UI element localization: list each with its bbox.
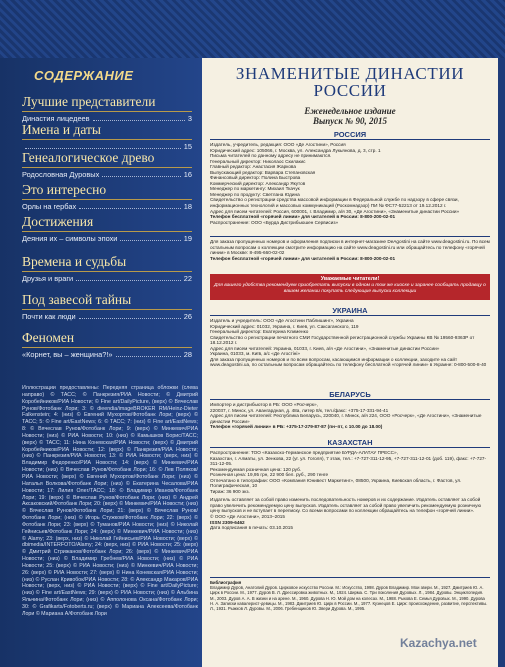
imprint-line: Издатель и учредитель: ООО «Де Агостини Паблишинг», Украина <box>210 318 354 323</box>
toc-entry-label: Династия лицедеев <box>22 114 90 123</box>
toc-section-heading: Под завесой тайны <box>22 292 132 307</box>
imprint-line: Тираж: 36 900 экз. <box>210 488 250 494</box>
imprint-panel <box>202 58 498 667</box>
imprint-line: Генеральный директор: Екатерина Клименко <box>210 329 309 335</box>
divider <box>22 199 192 200</box>
toc-entry[interactable] <box>22 202 192 211</box>
country-heading-kazakhstan: КАЗАХСТАН <box>327 438 373 447</box>
imprint-line: Отпечатано в типографии: ООО «Компания Юнивест Маркетинг», 08500, Украина, Киевская область, г. Фастов, ул. Полиграфическая, 10 <box>210 477 462 489</box>
leader-dots <box>93 114 185 121</box>
table-of-contents <box>0 58 198 667</box>
toc-section[interactable] <box>22 182 192 211</box>
leader-dots <box>79 202 181 209</box>
country-heading-belarus: БЕЛАРУСЬ <box>329 390 371 399</box>
edition-label: Еженедельное издание <box>304 106 396 116</box>
divider <box>22 231 192 232</box>
bibliography-title: Библиография <box>210 580 242 585</box>
imprint-line: Коммерческий директор: Александр Якутов <box>210 180 306 186</box>
decorative-border <box>0 0 505 58</box>
ukraine-imprint <box>210 318 490 368</box>
toc-entry-label: Орлы на гербах <box>22 202 77 211</box>
toc-entry-label: Деяния их – символы эпохи <box>22 234 118 243</box>
imprint-line: Генеральный директор: Николаос Скилакис <box>210 158 306 164</box>
toc-section-heading: Достижения <box>22 214 94 229</box>
toc-section[interactable] <box>22 122 192 151</box>
divider <box>22 347 192 348</box>
toc-entry[interactable] <box>22 234 192 243</box>
divider <box>22 309 192 310</box>
bibliography-text: Владимир Дуров, Анатолий Дуров. Цирковое искусство России. М.: Искусство, 1998. Дуров Владимир. Мои звери. М., 1927. Дмитриев Ю. А. Цирк в России. М., 1977. Дуров В. Л. Дрессировка животных. М., 1924. Ширма. С. Три поколения Дуровых. Л., 1984. Дуровы. Энциклопедия. М., 2003. Дуров А. А. В жизни и на арене. М., 1960. Дурова Н. Ю. Мой дом на колесах. М., 1988. Рыкова Е. Семья Дуровых. М., 1990. Дурова Н. А. Записки кавалерист-девицы. М., 1983. Дмитриев Ю. Цирк в России. М., 1977. Кузнецов Е. Цирк: происхождение, развитие, перспективы. Л., 1931. Рыжков Л. Дуровы. М., 2006. Гребенщиков Ю. Звери Дурова. М., 1995. <box>210 585 488 612</box>
toc-entry-label: Почти как люди <box>22 312 76 321</box>
imprint-line: Распространение: ТОО «Казахско-Германское предприятие БУРДА-АЛАТАУ ПРЕСС», <box>210 450 398 455</box>
imprint-line: Казахстан, г. Алматы, ул. Зенкова, 22 (уг. ул. Гоголя), 7 этаж, тел.: +7-727-311-12-95, +7-727-311-12-01 (доб. 119), факс: +7-727-311-12-05. <box>210 455 487 467</box>
toc-entry-page: 15 <box>183 142 192 151</box>
imprint-line: Рекомендуемая розничная цена: 120 руб. <box>210 466 302 472</box>
divider <box>22 271 192 272</box>
divider <box>22 167 192 168</box>
toc-entry-page: 18 <box>183 202 192 211</box>
leader-dots <box>102 170 180 177</box>
imprint-line: Письма читателей по данному адресу не принимаются. <box>210 153 332 159</box>
leader-dots <box>116 350 181 357</box>
imprint-line: Свидетельство о регистрации печатного СМИ Государственной регистрационной службы Украины КВ № 19560-9363Р от 18.12.2012 г. <box>210 334 475 346</box>
issn-text: ISSN 2309-6462 <box>210 519 245 525</box>
imprint-line: Розничная цена: 19,95 грн, 22 900 бел. руб., 290 тенге <box>210 472 329 478</box>
toc-section[interactable] <box>22 292 192 321</box>
toc-entry-page: 3 <box>187 114 192 123</box>
magazine-title-line2: РОССИИ <box>313 81 387 100</box>
country-heading-ukraine: УКРАИНА <box>332 306 368 315</box>
russia-imprint <box>210 142 490 225</box>
toc-entry[interactable] <box>22 350 192 359</box>
toc-entry-label: «Корнет, вы – женщина?!» <box>22 350 113 359</box>
illustration-credits <box>22 385 198 618</box>
divider <box>210 399 490 400</box>
imprint-line: Телефон бесплатной «горячей линии» для читателей в России: 8-800-200-02-01 <box>210 214 396 220</box>
toc-entry-page: 28 <box>183 350 192 359</box>
toc-section-heading: Времена и судьбы <box>22 254 127 269</box>
toc-entry-label: Родословная Дуровых <box>22 170 100 179</box>
toc-section[interactable] <box>22 150 192 179</box>
notice-body: Для вашего удобства рекомендуем приобретать выпуски в одном и том же киоске и заранее сообщать продавцу о вашем желании покупать следующие выпуски коллекции <box>214 283 486 294</box>
imprint-line: Украина, 01033, м. Київ, а/с «Де Агостіні» <box>210 351 301 357</box>
toc-section-heading: Это интересно <box>22 182 107 197</box>
toc-entry-page: 16 <box>183 170 192 179</box>
leader-dots <box>120 234 180 241</box>
imprint-line: Распространение: ООО «Бурда Дистрибьюшен Сервисиз» <box>210 219 339 225</box>
imprint-line: Издатель, учредитель, редакция: ООО «Де Агостини», Россия <box>210 142 346 147</box>
belarus-imprint <box>210 402 490 430</box>
toc-entry[interactable] <box>22 312 192 321</box>
credits-tail: © Мариана А/Фотобанк Лори <box>35 610 107 617</box>
imprint-line: Менеджер по маркетингу: Михаил Ткачук <box>210 186 300 192</box>
toc-entry[interactable] <box>22 274 192 283</box>
divider <box>210 236 490 237</box>
russia-order-info <box>210 239 490 261</box>
country-heading-russia: РОССИЯ <box>333 130 367 139</box>
imprint-line: Адрес для писем читателей: Республика Беларусь, 220040, г. Минск, а/я 224, ООО «Росчерк», «Де Агостини», «Знаменитые династии России» <box>210 413 482 424</box>
hotline-text: Телефон бесплатной «горячей линии» для читателей в России: 8-800-200-02-01 <box>210 255 396 261</box>
leader-dots <box>79 312 181 319</box>
kazakhstan-imprint <box>210 450 490 531</box>
credits-text: Иллюстрации предоставлены: Передняя страница обложки (слева направо) © ТАСС; © Панкрезия/РИА Новости; © Дмитрий Коробейников/РИА Новости; © Fine art/DailyPicture, (верх) © Вячеслав Рунов/Фотобанк Лори; 3: © dieendia/imageBROKER RM/Heinz-Dieter Falkenstein; 4: (низ) © Евгений Мухортов/Фотобанк Лори; (верх) © ТАСС; 5: © Fine art/EastNews; 6: © ТАСС; 7: (низ) © Fine art/EastNews; 8: © Вячеслав Рунов/Фотобанк Лори; 9: (верх) © Минкевич/РИА Новости; (низ) © РИА Новости; 10: (низ) © Камышков Борис/ТАСС; (верх) © ТАСС; 11: Нина Коневская/РИА Новости; (верх) © Дмитрий Коробейников/РИА Новости; 12: (верх) © Панкрезия/РИА Новости; (низ) © Панкрезия/РИА Новости; 13: © РИА Новости; (верх, низ) © Владимир Федоренко/РИА Новости; 14: (верх) © Минкевич/РИА Новости; (низ) © Вячеслав Рунов/Фотобанк Лори; 16: © Лев Поляков/РИА Новости; (верх) © Евгений Мухортов/Фотобанк Лори; (низ) © Наталья Волкова/Фотобанк Лори; (низ) © Екатерина Чесалова/РИА Новости; 17: Лилия Олег/ТАСС; 18: © Владимир Иванов/Фотобанк Лори; 19: (верх) © Вячеслав Рунов/Фотобанк Лори; (низ) © Андрей Аксаковский/Фотобанк Лори; 20: (верх) © Минкевич/РИА Новости; (низ) © Вячеслав Рунов/Фотобанк Лори; 21: (верх) © Вячеслав Рунов/Фотобанк Лори; (низ) © Игорь Стужков/Фотобанк Лори; 22: (верх) © Фотобанк Лори; 23: (верх) © Туманов/РИА Новости; (низ) © Николай Гейнисьев/Фотобанк Лори; 24: (верх) © Минкевич/РИА Новости; (низ) © Alamy; 23: (верх, низ) © Николай Гейнисьев/РИА Новости; (верх) © dbimedia/INTERFOTO/Alamy; 24: (верх, низ) © РИА Новости; 25: (верх) © Дмитрий Стрижанов/Фотобанк Лори; 26: (верх) © Минкевич/РИА Новости; (низ) © Владимир Гребнев/РИА Новости; (низ) © РИА Новости; 25: (верх) © РИА Новости; (низ) © Минкевич/РИА Новости; 26: (верх) © РИА Новости; 27: (верх) © Нина Коневская/РИА Новости; (низ) © Руслан Кривобок/РИА Новости; 28: © Александр Макаров/РИА Новости; (верх, низ) © РИА Новости; (верх) © Fine art/DailyPicture; (низ) © Fine art/EastNews; 29: (верх) © РИА Новости; (низ) © Альбина Яльчина/Фотобанк Лори; (низ) © Апполонова Оксана/Фотобанк Лори; 30: © Grafikarts/Fotoberts.ru; (верх) © Мариана Алексеева/Фотобанк Лори <box>22 385 198 617</box>
toc-section[interactable] <box>22 330 192 359</box>
toc-entry-label: Друзья и враги <box>22 274 74 283</box>
toc-section[interactable] <box>22 214 192 243</box>
toc-section-heading: Феномен <box>22 330 75 345</box>
toc-section[interactable] <box>22 94 192 123</box>
imprint-line: Менеджер по продукту: Светлана Юдина <box>210 191 300 197</box>
imprint-line: Юридический адрес: 01032, Украина, г. Киев, ул. Саксаганского, 119 <box>210 323 359 329</box>
toc-section-heading: Лучшие представители <box>22 94 156 109</box>
imprint-line: Адрес для писем читателей: Россия, 600001, г. Владимир, а/я 30, «Де Агостини», «Знаменитые династии России» <box>210 208 460 214</box>
toc-section[interactable] <box>22 254 192 283</box>
issue-number: Выпуск № 90, 2015 <box>312 116 388 126</box>
toc-entry-page: 22 <box>183 274 192 283</box>
imprint-line: Юридический адрес: 105066, г. Москва, ул. Александра Лукьянова, д. 3, стр. 1 <box>210 147 381 153</box>
rights-text: Издатель оставляет за собой право изменить последовательность номеров и их содержание. Издатель оставляет за собой право увеличить рекомендуемую цену выпусков. Издатель оставляет за собой право увеличить рекомендуемую розничную цену выпусков и не вступает в переписку. Со всеми вопросами по коллекции обращайтесь на телефон «горячей линии». <box>210 497 481 514</box>
leader-dots <box>76 274 181 281</box>
divider <box>210 139 490 140</box>
toc-entry[interactable] <box>22 170 192 179</box>
toc-section-heading: Имена и даты <box>22 122 101 137</box>
imprint-line: Свидетельство о регистрации средства массовой информации в Федеральной службе по надзору в сфере связи, информационных технологий и массовых коммуникаций (Роскомнадзор) ПИ № ФС77-52213 от 19.12.2012 г. <box>210 197 459 209</box>
notice-title: Уважаемые читатели! <box>320 276 380 282</box>
divider <box>22 111 192 112</box>
imprint-line: Импортер и дистрибьютор в РБ: ООО «Росчерк», <box>210 402 318 407</box>
magazine-title-line1: ЗНАМЕНИТЫЕ ДИНАСТИИ <box>235 64 465 83</box>
order-text: Для заказа пропущенных номеров и по всем вопросам, касающимся информации о коллекции, заходите на сайт www.deagostini.ua, по остальным вопросам обращайтесь по телефону бесплатной «горячей линии» в Украине: 0-800-500-8-40 <box>210 356 487 368</box>
divider <box>210 447 490 448</box>
leader-dots <box>25 142 181 149</box>
imprint-line: 220037, г. Минск, ул. Авангардная, д. 48а, литер 8/к, тел./факс: +375-17-331-94-41 <box>210 407 389 413</box>
divider <box>210 315 490 316</box>
toc-entry-page: 26 <box>183 312 192 321</box>
imprint-line: Финансовый директор: Полина Быстрова <box>210 175 301 181</box>
imprint-line: Телефон «горячей линии» в РБ: +375-17-279-87-87 (пн–пт, с 10.00 до 18.00) <box>210 424 383 430</box>
imprint-line: Выпускающий редактор: Варвара Степановская <box>210 169 316 175</box>
toc-entry-page: 19 <box>183 234 192 243</box>
order-text: Для заказа пропущенных номеров и оформления подписки в интернет-магазине DeAgostini на сайте www.deagostini.ru. По всем остальным вопросам о коллекции смотрите информацию на сайте www.deagostini.ru или обращайтесь по телефону «горячей линии» в Москве: 8-495-660-02-02 <box>210 239 490 256</box>
copyright-text: © ООО «Де Агостини», 2013–2015 <box>210 514 286 520</box>
readers-notice <box>210 274 490 300</box>
imprint-line: Главный редактор: Анастасия Жаркова <box>210 164 296 170</box>
toc-section-heading: Генеалогическое древо <box>22 150 155 165</box>
signed-date: Дата подписания в печать: 03.10.2015 <box>210 525 293 531</box>
toc-title: СОДЕРЖАНИЕ <box>34 68 134 83</box>
watermark: Kazachya.net <box>400 636 477 650</box>
divider <box>210 577 490 578</box>
divider <box>22 139 192 140</box>
imprint-line: Адрес для писем читателей: Украина, 01033, г. Киев, а/я «Де Агостини», «Знаменитые династии России» <box>210 345 440 351</box>
bibliography <box>210 580 490 611</box>
